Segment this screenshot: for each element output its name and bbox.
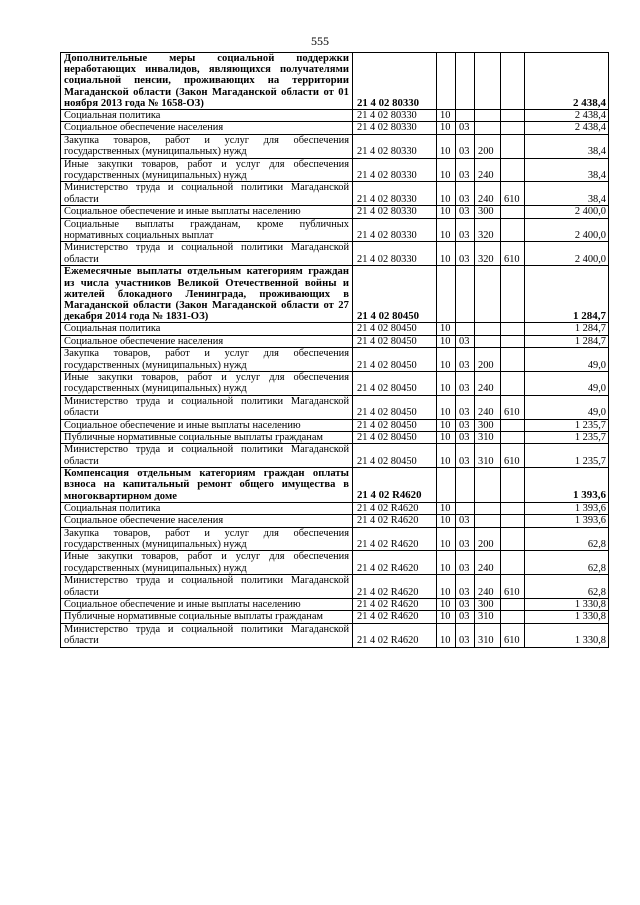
expense-type-cell: 320 [475,242,501,266]
ministry-code-cell [501,431,525,443]
target-code-cell: 21 4 02 80450 [353,419,437,431]
expense-type-cell: 200 [475,348,501,372]
target-code-cell: 21 4 02 80330 [353,242,437,266]
table-row [61,371,609,395]
ministry-code-cell [501,53,525,110]
expense-type-cell: 240 [475,395,501,419]
ministry-code-cell [501,502,525,514]
amount-cell: 2 400,0 [525,242,609,266]
table-row-header [61,266,609,323]
expense-type-cell: 300 [475,419,501,431]
row-name-cell: Иные закупки товаров, работ и услуг для обеспечения государственных (муниципальных) нужд [61,371,353,395]
table-row [61,431,609,443]
expense-type-cell: 310 [475,444,501,468]
ministry-code-cell [501,419,525,431]
subsection-cell: 03 [456,371,475,395]
subsection-cell [456,266,475,323]
ministry-code-cell: 610 [501,623,525,647]
target-code-cell: 21 4 02 R4620 [353,468,437,503]
amount-cell: 1 235,7 [525,431,609,443]
amount-cell: 62,8 [525,527,609,551]
subsection-cell: 03 [456,348,475,372]
expense-type-cell: 240 [475,158,501,182]
amount-cell: 2 438,4 [525,110,609,122]
amount-cell: 2 400,0 [525,206,609,218]
section-cell: 10 [437,395,456,419]
row-name-cell: Министерство труда и социальной политики Магаданской области [61,444,353,468]
row-name-cell: Министерство труда и социальной политики Магаданской области [61,575,353,599]
target-code-cell: 21 4 02 R4620 [353,623,437,647]
row-name-cell: Социальное обеспечение и иные выплаты населению [61,419,353,431]
section-cell: 10 [437,110,456,122]
section-cell: 10 [437,419,456,431]
table-row [61,611,609,623]
target-code-cell: 21 4 02 80330 [353,53,437,110]
subsection-cell: 03 [456,575,475,599]
ministry-code-cell [501,122,525,134]
expense-type-cell: 310 [475,623,501,647]
expense-type-cell [475,266,501,323]
row-name-cell: Социальная политика [61,502,353,514]
subsection-cell: 03 [456,551,475,575]
expense-type-cell [475,110,501,122]
expense-type-cell: 240 [475,575,501,599]
target-code-cell: 21 4 02 R4620 [353,551,437,575]
section-cell: 10 [437,158,456,182]
table-row [61,323,609,335]
expense-type-cell [475,323,501,335]
row-name-cell: Закупка товаров, работ и услуг для обеспечения государственных (муниципальных) нужд [61,527,353,551]
target-code-cell: 21 4 02 80450 [353,431,437,443]
target-code-cell: 21 4 02 R4620 [353,575,437,599]
section-cell: 10 [437,599,456,611]
table-row [61,395,609,419]
target-code-cell: 21 4 02 80330 [353,158,437,182]
row-name-cell: Закупка товаров, работ и услуг для обеспечения государственных (муниципальных) нужд [61,348,353,372]
amount-cell: 49,0 [525,348,609,372]
target-code-cell: 21 4 02 80330 [353,218,437,242]
target-code-cell: 21 4 02 80330 [353,182,437,206]
amount-cell: 1 393,6 [525,502,609,514]
amount-cell: 1 235,7 [525,444,609,468]
table-row [61,134,609,158]
row-name-cell: Ежемесячные выплаты отдельным категориям граждан из числа участников Великой Отечественной войны и жителей блокадного Ленинграда, проживающих в Магаданской области (Закон Магаданской области от 27 декабря 2014 года № 1831-ОЗ) [61,266,353,323]
target-code-cell: 21 4 02 80450 [353,395,437,419]
expense-type-cell: 200 [475,527,501,551]
table-row [61,242,609,266]
ministry-code-cell [501,611,525,623]
subsection-cell: 03 [456,242,475,266]
section-cell: 10 [437,323,456,335]
expense-type-cell [475,515,501,527]
target-code-cell: 21 4 02 80330 [353,206,437,218]
section-cell: 10 [437,444,456,468]
target-code-cell: 21 4 02 R4620 [353,515,437,527]
row-name-cell: Публичные нормативные социальные выплаты гражданам [61,611,353,623]
section-cell: 10 [437,134,456,158]
section-cell: 10 [437,206,456,218]
section-cell: 10 [437,218,456,242]
section-cell [437,468,456,503]
section-cell [437,266,456,323]
expense-type-cell: 320 [475,218,501,242]
ministry-code-cell [501,110,525,122]
row-name-cell: Компенсация отдельным категориям граждан оплаты взноса на капитальный ремонт общего имущества в многоквартирном доме [61,468,353,503]
subsection-cell: 03 [456,134,475,158]
expense-type-cell: 200 [475,134,501,158]
subsection-cell: 03 [456,158,475,182]
amount-cell: 1 330,8 [525,599,609,611]
table-row [61,527,609,551]
table-row [61,502,609,514]
table-row [61,348,609,372]
table-body [61,53,609,648]
amount-cell: 2 400,0 [525,218,609,242]
section-cell: 10 [437,611,456,623]
ministry-code-cell [501,335,525,347]
target-code-cell: 21 4 02 80450 [353,444,437,468]
subsection-cell: 03 [456,206,475,218]
section-cell: 10 [437,431,456,443]
row-name-cell: Иные закупки товаров, работ и услуг для обеспечения государственных (муниципальных) нужд [61,551,353,575]
row-name-cell: Министерство труда и социальной политики Магаданской области [61,182,353,206]
ministry-code-cell: 610 [501,395,525,419]
target-code-cell: 21 4 02 R4620 [353,611,437,623]
subsection-cell: 03 [456,182,475,206]
table-row [61,218,609,242]
row-name-cell: Иные закупки товаров, работ и услуг для обеспечения государственных (муниципальных) нужд [61,158,353,182]
target-code-cell: 21 4 02 80450 [353,323,437,335]
budget-table [60,52,609,648]
target-code-cell: 21 4 02 R4620 [353,599,437,611]
amount-cell: 2 438,4 [525,53,609,110]
section-cell: 10 [437,502,456,514]
section-cell: 10 [437,623,456,647]
expense-type-cell: 310 [475,431,501,443]
amount-cell: 49,0 [525,371,609,395]
expense-type-cell: 300 [475,599,501,611]
table-row [61,575,609,599]
row-name-cell: Социальное обеспечение населения [61,515,353,527]
amount-cell: 38,4 [525,182,609,206]
ministry-code-cell [501,158,525,182]
subsection-cell: 03 [456,515,475,527]
amount-cell: 62,8 [525,575,609,599]
row-name-cell: Закупка товаров, работ и услуг для обеспечения государственных (муниципальных) нужд [61,134,353,158]
section-cell: 10 [437,527,456,551]
amount-cell: 1 330,8 [525,623,609,647]
amount-cell: 1 284,7 [525,266,609,323]
target-code-cell: 21 4 02 R4620 [353,502,437,514]
row-name-cell: Социальное обеспечение и иные выплаты населению [61,599,353,611]
section-cell: 10 [437,182,456,206]
ministry-code-cell [501,206,525,218]
table-row [61,182,609,206]
table-row [61,335,609,347]
table-row [61,419,609,431]
page-number: 555 [311,34,329,48]
row-name-cell: Дополнительные меры социальной поддержки неработающих инвалидов, являющихся получателями социальной пенсии, проживающих на территории Магаданской области (Закон Магаданской области от 01 ноября 2013 года № 1658-ОЗ) [61,53,353,110]
ministry-code-cell: 610 [501,444,525,468]
ministry-code-cell [501,515,525,527]
row-name-cell: Социальная политика [61,323,353,335]
amount-cell: 1 284,7 [525,323,609,335]
amount-cell: 1 330,8 [525,611,609,623]
target-code-cell: 21 4 02 80330 [353,122,437,134]
ministry-code-cell [501,599,525,611]
table-row [61,599,609,611]
expense-type-cell [475,502,501,514]
subsection-cell: 03 [456,122,475,134]
table-row [61,551,609,575]
section-cell: 10 [437,515,456,527]
section-cell: 10 [437,551,456,575]
expense-type-cell: 310 [475,611,501,623]
expense-type-cell [475,335,501,347]
subsection-cell: 03 [456,444,475,468]
target-code-cell: 21 4 02 80450 [353,348,437,372]
amount-cell: 1 393,6 [525,515,609,527]
table-row [61,515,609,527]
row-name-cell: Министерство труда и социальной политики Магаданской области [61,395,353,419]
target-code-cell: 21 4 02 80330 [353,110,437,122]
subsection-cell [456,468,475,503]
amount-cell: 62,8 [525,551,609,575]
table-row-header [61,53,609,110]
expense-type-cell: 240 [475,371,501,395]
target-code-cell: 21 4 02 R4620 [353,527,437,551]
amount-cell: 38,4 [525,158,609,182]
ministry-code-cell [501,218,525,242]
table-row [61,158,609,182]
ministry-code-cell [501,323,525,335]
amount-cell: 1 284,7 [525,335,609,347]
expense-type-cell [475,122,501,134]
row-name-cell: Социальное обеспечение населения [61,122,353,134]
target-code-cell: 21 4 02 80450 [353,335,437,347]
ministry-code-cell [501,551,525,575]
table-row [61,206,609,218]
ministry-code-cell [501,266,525,323]
section-cell: 10 [437,575,456,599]
ministry-code-cell [501,468,525,503]
expense-type-cell: 300 [475,206,501,218]
section-cell: 10 [437,348,456,372]
subsection-cell [456,323,475,335]
row-name-cell: Публичные нормативные социальные выплаты гражданам [61,431,353,443]
table-row [61,110,609,122]
subsection-cell: 03 [456,599,475,611]
expense-type-cell [475,53,501,110]
section-cell: 10 [437,371,456,395]
table-row [61,122,609,134]
subsection-cell: 03 [456,431,475,443]
subsection-cell: 03 [456,395,475,419]
section-cell: 10 [437,335,456,347]
ministry-code-cell: 610 [501,182,525,206]
ministry-code-cell [501,348,525,372]
subsection-cell: 03 [456,611,475,623]
expense-type-cell: 240 [475,551,501,575]
section-cell: 10 [437,242,456,266]
ministry-code-cell: 610 [501,575,525,599]
subsection-cell: 03 [456,335,475,347]
row-name-cell: Министерство труда и социальной политики Магаданской области [61,242,353,266]
ministry-code-cell [501,134,525,158]
expense-type-cell: 240 [475,182,501,206]
target-code-cell: 21 4 02 80450 [353,266,437,323]
row-name-cell: Социальное обеспечение и иные выплаты населению [61,206,353,218]
subsection-cell: 03 [456,623,475,647]
row-name-cell: Министерство труда и социальной политики Магаданской области [61,623,353,647]
target-code-cell: 21 4 02 80450 [353,371,437,395]
table-row [61,623,609,647]
row-name-cell: Социальное обеспечение населения [61,335,353,347]
amount-cell: 1 393,6 [525,468,609,503]
ministry-code-cell [501,371,525,395]
section-cell: 10 [437,122,456,134]
target-code-cell: 21 4 02 80330 [353,134,437,158]
table-row-header [61,468,609,503]
row-name-cell: Социальные выплаты гражданам, кроме публичных нормативных социальных выплат [61,218,353,242]
expense-type-cell [475,468,501,503]
amount-cell: 2 438,4 [525,122,609,134]
ministry-code-cell: 610 [501,242,525,266]
amount-cell: 49,0 [525,395,609,419]
subsection-cell: 03 [456,218,475,242]
row-name-cell: Социальная политика [61,110,353,122]
amount-cell: 1 235,7 [525,419,609,431]
subsection-cell [456,53,475,110]
subsection-cell: 03 [456,419,475,431]
ministry-code-cell [501,527,525,551]
amount-cell: 38,4 [525,134,609,158]
table-row [61,444,609,468]
subsection-cell [456,502,475,514]
subsection-cell [456,110,475,122]
section-cell [437,53,456,110]
subsection-cell: 03 [456,527,475,551]
